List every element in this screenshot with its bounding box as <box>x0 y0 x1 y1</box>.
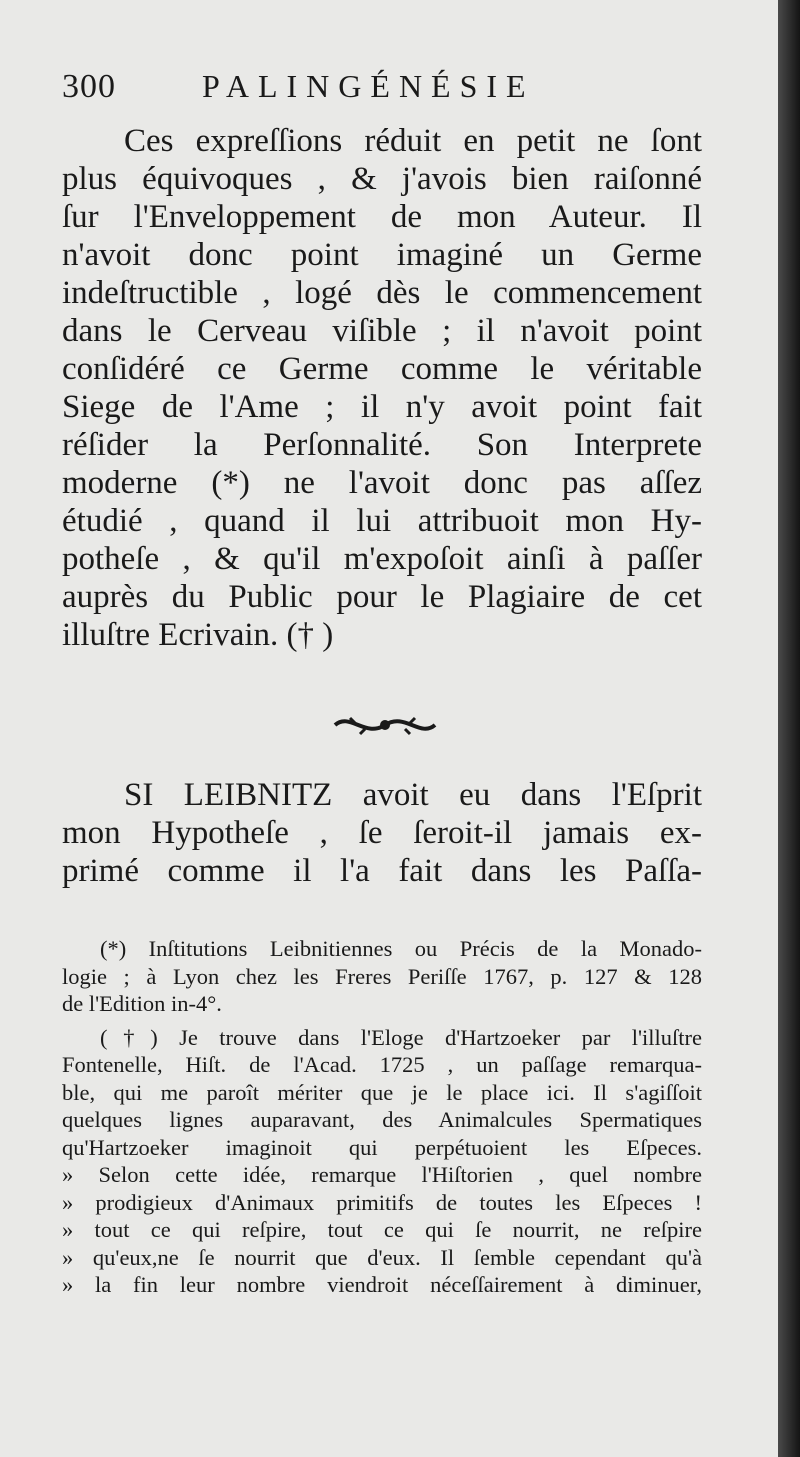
footnote-line: ble, qui me paroît mériter que je le place ici. Il s'agiſſoit <box>62 1079 702 1105</box>
text-line: n'avoit donc point imaginé un Germe <box>62 237 702 273</box>
text-line: potheſe , & qu'il m'expoſoit ainſi à paſſer <box>62 541 702 577</box>
footnote-line: de l'Edition in-4°. <box>62 991 222 1016</box>
text-line: plus équivoques , & j'avois bien raiſonné <box>62 161 702 197</box>
page-number: 300 <box>62 68 116 105</box>
footnote-line: (*) Inſtitutions Leibnitiennes ou Précis de la Monado- <box>100 936 702 961</box>
page-header <box>62 62 702 112</box>
text-line: SI LEIBNITZ avoit eu dans l'Eſprit <box>124 777 702 813</box>
text-line: conſidéré ce Germe comme le véritable <box>62 351 702 387</box>
text-line: illuſtre Ecrivain. († ) <box>62 617 334 653</box>
text-line: auprès du Public pour le Plagiaire de cet <box>62 579 702 615</box>
text-line: moderne (*) ne l'avoit donc pas aſſez <box>62 465 702 501</box>
fleuron-ornament <box>330 710 440 740</box>
footnote-dagger <box>62 1024 702 1299</box>
footnote-asterisk <box>62 935 702 1018</box>
text-line: ſur l'Enveloppement de mon Auteur. Il <box>62 199 702 235</box>
footnote-line: Fontenelle, Hiſt. de l'Acad. 1725 , un paſſage remarqua- <box>62 1052 702 1077</box>
footnote-line: logie ; à Lyon chez les Freres Periſſe 1767, p. 127 & 128 <box>62 963 702 989</box>
footnote-line: quelques lignes auparavant, des Animalcules Spermatiques <box>62 1107 702 1132</box>
text-line: Siege de l'Ame ; il n'y avoit point fait <box>62 389 702 425</box>
footnote-line: (†) Je trouve dans l'Eloge d'Hartzoeker par l'illuſtre <box>100 1024 702 1050</box>
page-edge-shadow <box>778 0 800 1457</box>
text-line: dans le Cerveau viſible ; il n'avoit point <box>62 313 702 349</box>
text-line: indeſtructible , logé dès le commencement <box>62 275 702 311</box>
paragraph-2 <box>62 776 702 890</box>
footnote-line: » prodigieux d'Animaux primitifs de toutes les Eſpeces ! <box>62 1189 702 1215</box>
footnote-line: » Selon cette idée, remarque l'Hiſtorien , quel nombre <box>62 1162 702 1187</box>
footnote-line: qu'Hartzoeker imaginoit qui perpétuoient les Eſpeces. <box>62 1134 702 1160</box>
footnote-line: » tout ce qui reſpire, tout ce qui ſe nourrit, ne reſpire <box>62 1217 702 1242</box>
text-line: réſider la Perſonnalité. Son Interprete <box>62 427 702 463</box>
footnotes <box>62 935 702 1299</box>
text-line: Ces expreſſions réduit en petit ne ſont <box>124 123 702 159</box>
footnote-line: » qu'eux,ne ſe nourrit que d'eux. Il ſemble cependant qu'à <box>62 1244 702 1270</box>
footnote-line: » la fin leur nombre viendroit néceſſairement à diminuer, <box>62 1272 702 1297</box>
running-head: PALINGÉNÉSIE <box>202 68 535 104</box>
paragraph-1 <box>62 122 702 654</box>
text-line: mon Hypotheſe , ſe ſeroit-il jamais ex- <box>62 815 702 851</box>
text-line: étudié , quand il lui attribuoit mon Hy- <box>62 503 702 539</box>
text-line: primé comme il l'a fait dans les Paſſa- <box>62 853 702 889</box>
